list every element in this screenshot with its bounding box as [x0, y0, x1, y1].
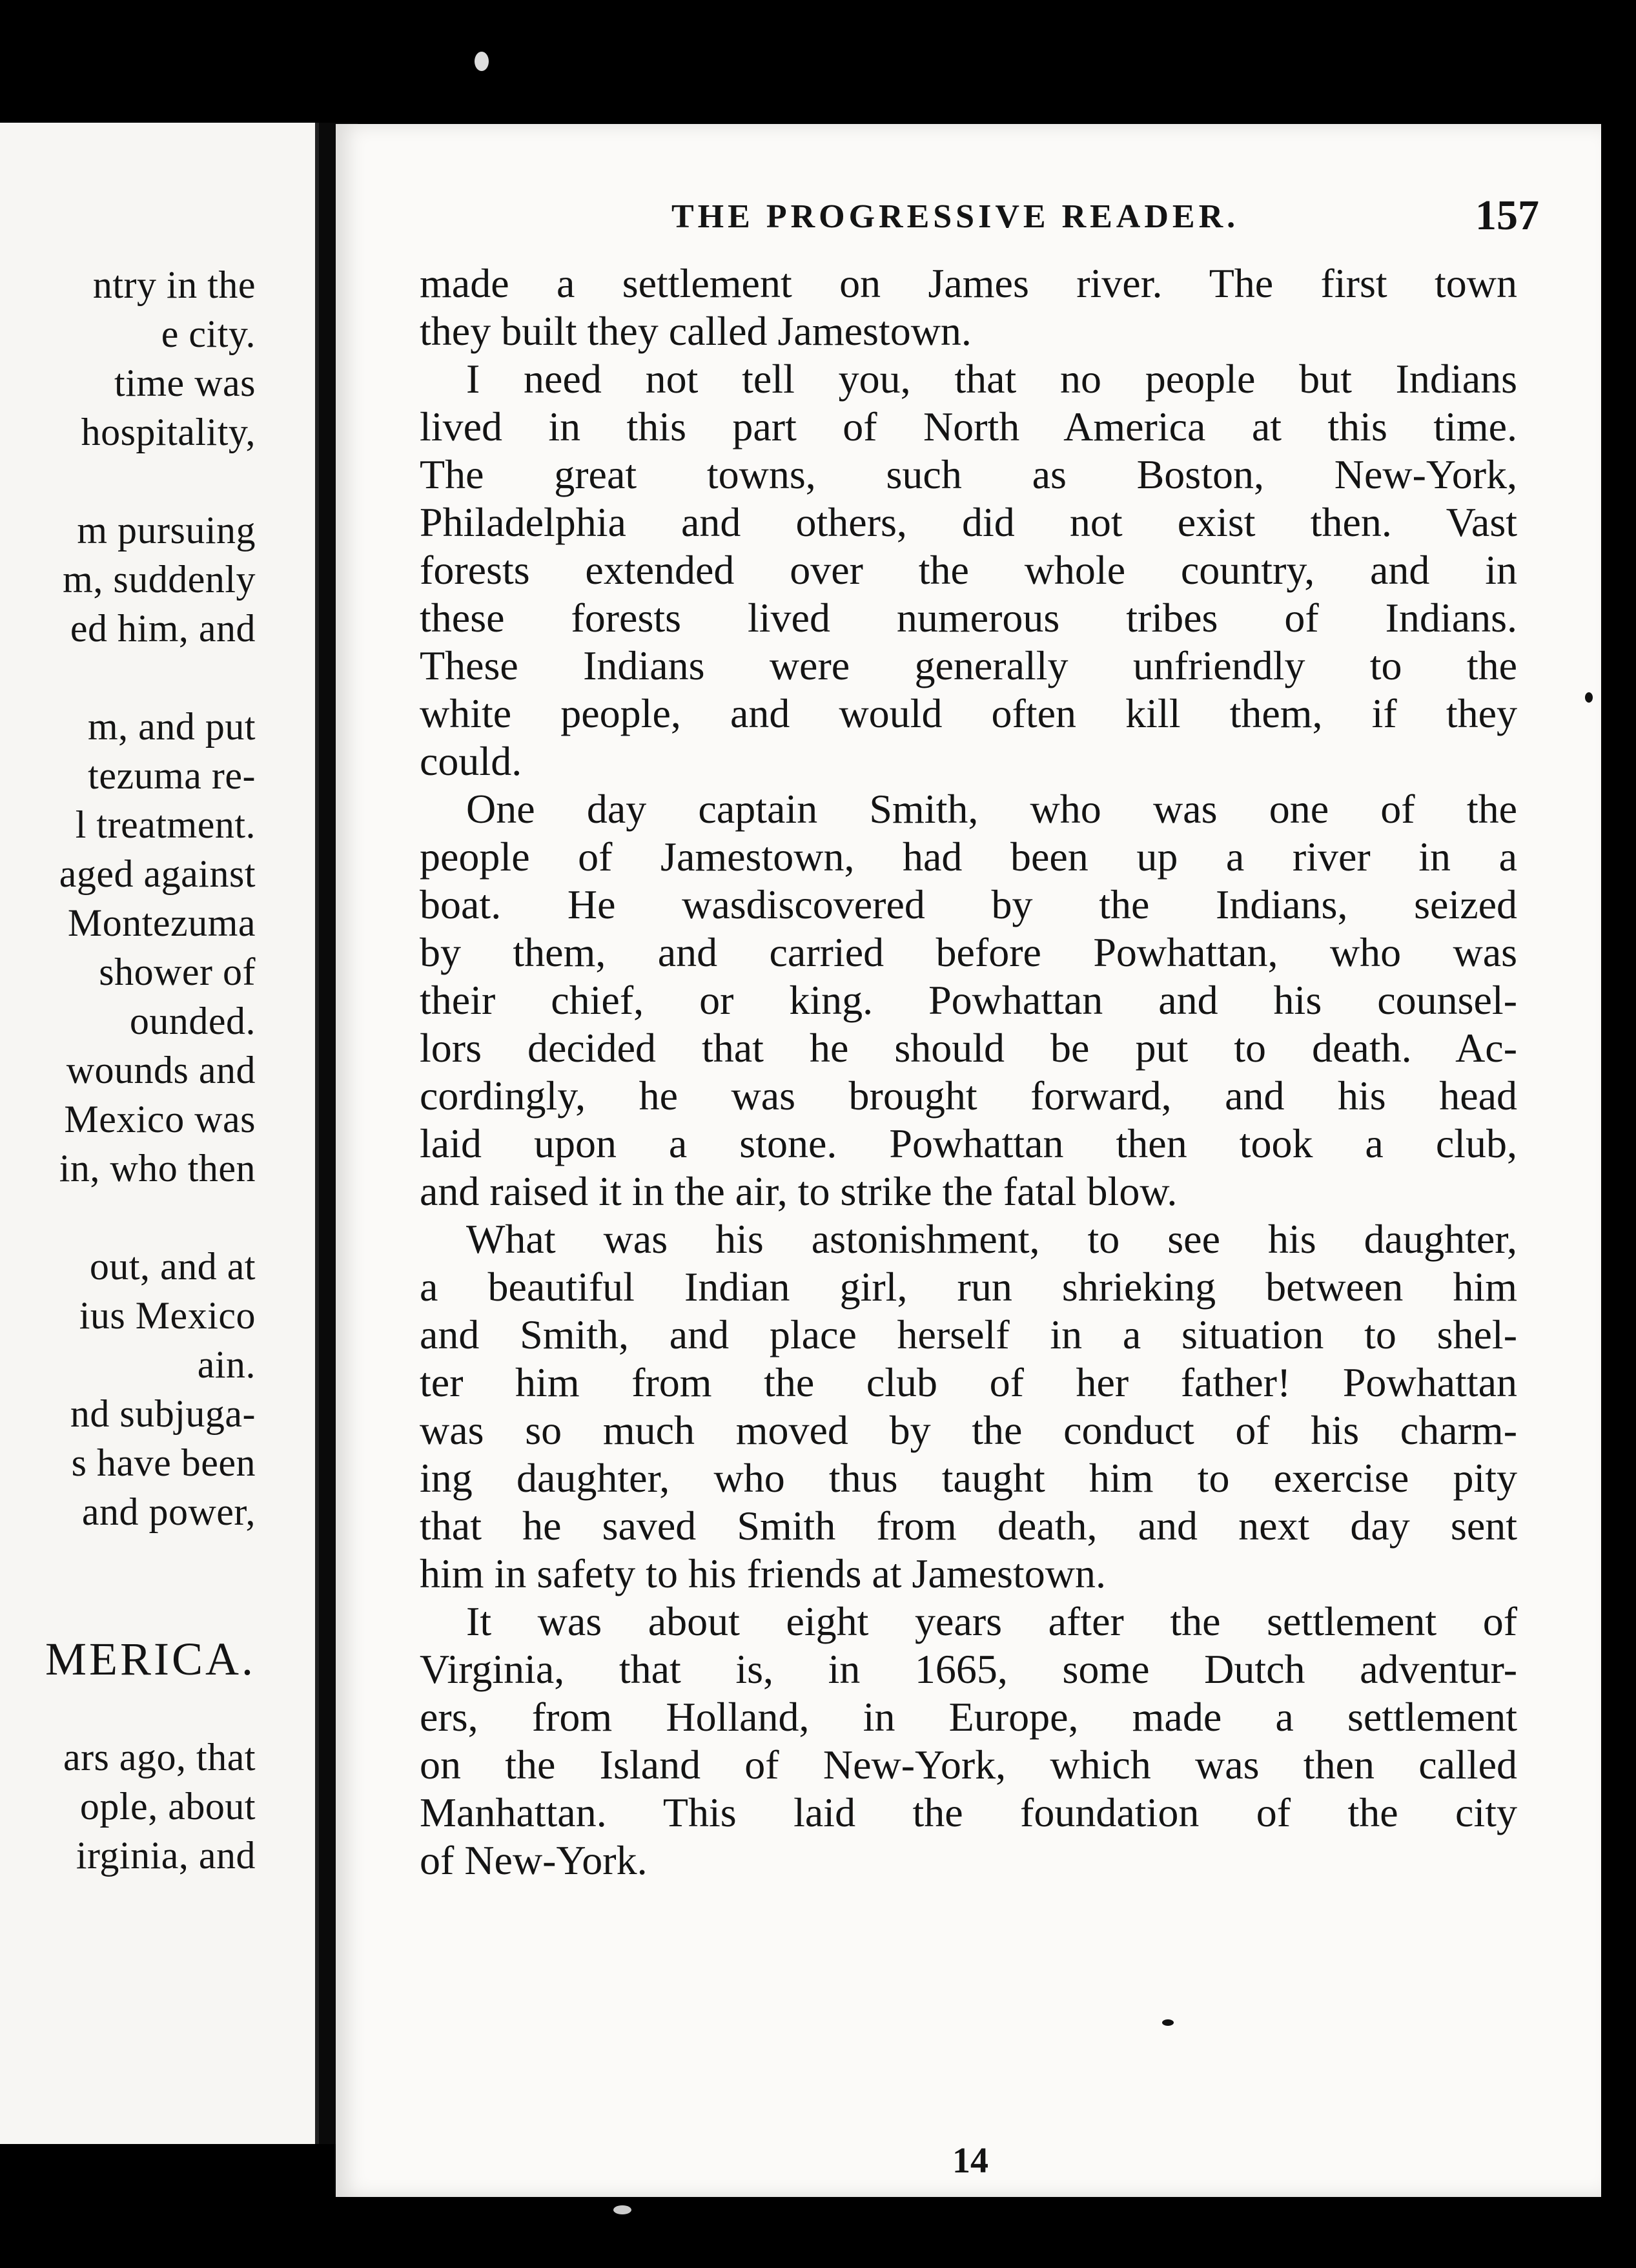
running-header — [336, 191, 1601, 249]
text-line: ing daughter, who thus taught him to exercise pity — [420, 1455, 1517, 1501]
facing-page-line: ain. — [197, 1343, 256, 1386]
text-line: One day captain Smith, who was one of the — [466, 786, 1517, 832]
facing-page-line: ntry in the — [92, 263, 256, 306]
facing-page-line: wounds and — [66, 1049, 256, 1091]
facing-page-line: hospitality, — [81, 411, 256, 453]
facing-page-line: s have been — [71, 1441, 256, 1484]
facing-page-line: Mexico was — [64, 1098, 256, 1140]
page-body-text — [420, 260, 1517, 1884]
text-line: ter him from the club of her father! Powhattan — [420, 1359, 1517, 1405]
facing-page-line: ed him, and — [70, 607, 256, 650]
text-line: Philadelphia and others, did not exist then. Vast — [420, 499, 1517, 545]
facing-page-line: and power, — [81, 1490, 256, 1533]
text-line: these forests lived numerous tribes of Indians. — [420, 595, 1517, 641]
facing-page-line: Montezuma — [67, 902, 256, 944]
text-line: ers, from Holland, in Europe, made a settlement — [420, 1694, 1517, 1740]
facing-page-line: nd subjuga- — [70, 1392, 256, 1435]
facing-page-line: m, and put — [88, 705, 256, 748]
facing-page-line: tezuma re- — [88, 754, 256, 797]
facing-page-line: m pursuing — [77, 509, 256, 552]
text-line: cordingly, he was brought forward, and his head — [420, 1073, 1517, 1119]
text-line: him in safety to his friends at Jamestown. — [420, 1551, 1106, 1596]
facing-page-line: out, and at — [89, 1245, 256, 1288]
text-line: boat. He wasdiscovered by the Indians, seized — [420, 881, 1517, 927]
text-line: Manhattan. This laid the foundation of the city — [420, 1789, 1517, 1835]
facing-page-line: ople, about — [79, 1785, 256, 1828]
ink-speck — [613, 2205, 631, 2214]
text-line: on the Island of New-York, which was then called — [420, 1742, 1517, 1788]
ink-speck — [1585, 692, 1593, 703]
text-line: could. — [420, 738, 522, 784]
facing-page-fragment — [0, 123, 319, 2144]
text-line: made a settlement on James river. The first town — [420, 260, 1517, 306]
text-line: of New-York. — [420, 1837, 648, 1883]
facing-page-line: ounded. — [129, 1000, 256, 1042]
text-line: and Smith, and place herself in a situation to shel- — [420, 1312, 1517, 1357]
text-line: people of Jamestown, had been up a river in a — [420, 834, 1517, 880]
facing-page-line: time was — [114, 362, 256, 404]
facing-page-line: l treatment. — [75, 803, 256, 846]
text-line: white people, and would often kill them, if they — [420, 690, 1517, 736]
ink-speck — [1162, 2019, 1174, 2026]
signature-mark: 14 — [952, 2141, 988, 2181]
text-line: their chief, or king. Powhattan and his counsel- — [420, 977, 1517, 1023]
text-line: lived in this part of North America at this time. — [420, 404, 1517, 449]
facing-page-line: in, who then — [59, 1147, 256, 1190]
text-line: a beautiful Indian girl, run shrieking between him — [420, 1264, 1517, 1310]
text-line: laid upon a stone. Powhattan then took a club, — [420, 1120, 1517, 1166]
running-title: THE PROGRESSIVE READER. — [671, 198, 1240, 235]
facing-page-line: m, suddenly — [63, 558, 256, 601]
text-line: and raised it in the air, to strike the fatal blow. — [420, 1168, 1178, 1214]
page-number: 157 — [1475, 192, 1539, 239]
book-page — [336, 124, 1601, 2197]
text-line: they built they called Jamestown. — [420, 308, 972, 354]
text-line: was so much moved by the conduct of his charm- — [420, 1407, 1517, 1453]
text-line: Virginia, that is, in 1665, some Dutch adventur- — [420, 1646, 1517, 1692]
facing-page-line: MERICA. — [45, 1633, 256, 1685]
facing-page-line: aged against — [59, 852, 256, 895]
facing-page-line: ius Mexico — [79, 1294, 256, 1337]
text-line: forests extended over the whole country, and in — [420, 547, 1517, 593]
text-line: The great towns, such as Boston, New-York, — [420, 451, 1517, 497]
text-line: It was about eight years after the settlement of — [466, 1598, 1517, 1644]
facing-page-line: e city. — [161, 313, 256, 355]
text-line: I need not tell you, that no people but Indians — [466, 356, 1517, 402]
text-line: These Indians were generally unfriendly to the — [420, 643, 1517, 688]
facing-page-line: irginia, and — [76, 1834, 256, 1877]
facing-page-line: shower of — [99, 951, 256, 993]
text-line: What was his astonishment, to see his daughter, — [466, 1216, 1517, 1262]
text-line: by them, and carried before Powhattan, who was — [420, 929, 1517, 975]
ink-speck — [475, 52, 489, 71]
text-line: lors decided that he should be put to death. Ac- — [420, 1025, 1517, 1071]
facing-page-line: ars ago, that — [63, 1736, 256, 1778]
text-line: that he saved Smith from death, and next day sent — [420, 1503, 1517, 1549]
